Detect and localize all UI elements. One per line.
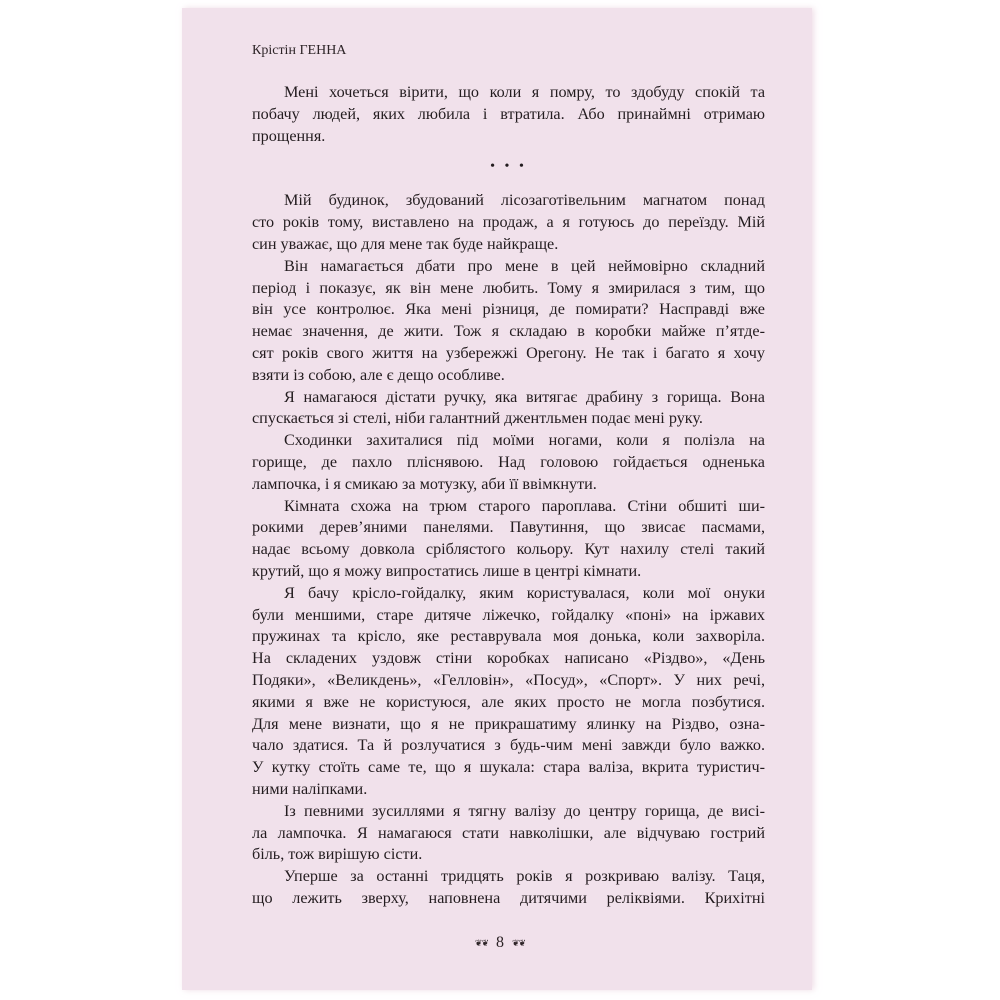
- text-line: взяти із собою, але є дещо особливе.: [252, 365, 505, 384]
- text-line: На складених уздовж стіни коробках написано «Різдво», «День: [252, 649, 765, 668]
- text-line: Уперше за останні тридцять років я розкриваю валізу. Таця,: [284, 867, 765, 886]
- text-line: надає всьому довкола сріблястого кольору. Кут нахилу стелі такий: [252, 540, 765, 559]
- text-line: ла лампочка. Я намагаюся стати навколішки, але відчуваю гострий: [252, 823, 765, 842]
- text-line: Я намагаюся дістати ручку, яка витягає драбину з горища. Вона: [284, 387, 765, 406]
- text-line: що лежить зверху, наповнена дитячими реліквіями. Крихітні: [252, 888, 765, 907]
- text-line: були меншими, старе дитяче ліжечко, гойдалку «поні» на іржавих: [252, 605, 765, 624]
- page-footer: [0, 934, 1000, 952]
- text-line: горище, де пахло пліснявою. Над головою гойдається одненька: [252, 452, 765, 471]
- text-line: лампочка, і я смикаю за мотузку, аби її ввімкнути.: [252, 474, 597, 493]
- text-line: він усе контролює. Яка мені різниця, де помирати? Насправді вже: [252, 300, 765, 319]
- text-line: Із певними зусиллями я тягну валізу до центру горища, де висі-: [284, 801, 765, 820]
- text-line: рокими дерев’яними панелями. Павутиння, що звисає пасмами,: [252, 518, 765, 537]
- text-line: немає значення, де жити. Тож я складаю в коробки майже п’ятде-: [252, 322, 765, 341]
- body-text: [252, 82, 765, 910]
- text-line: Мій будинок, збудований лісозаготівельним магнатом понад: [284, 191, 765, 210]
- paragraph: [252, 583, 765, 801]
- text-line: пружинах та крісло, яке реставрувала моя донька, коли захворіла.: [252, 627, 765, 646]
- text-line: Кімната схожа на трюм старого пароплава. Стіни обшиті ши-: [284, 496, 765, 515]
- text-line: крутий, що я можу випростатись лише в центрі кімнати.: [252, 561, 642, 580]
- text-line: якими я вже не користуюся, але яких просто не могла позбутися.: [252, 692, 765, 711]
- text-line: Для мене визнати, що я не прикрашатиму ялинку на Різдво, озна-: [252, 714, 765, 733]
- paragraph: [252, 801, 765, 866]
- text-line: Він намагається дбати про мене в цей неймовірно складний: [284, 256, 765, 275]
- text-line: прощення.: [252, 126, 326, 145]
- text-line: ними наліпками.: [252, 779, 368, 798]
- paragraph: [252, 430, 765, 495]
- paragraph: [252, 387, 765, 431]
- page-number: 8: [496, 934, 504, 951]
- text-line: Я бачу крісло-гойдалку, яким користувалася, коли мої онуки: [284, 583, 765, 602]
- text-line: сто років тому, виставлено на продаж, а я готуюсь до переїзду. Мій: [252, 213, 765, 232]
- paragraph: [252, 190, 765, 255]
- text-line: період і показує, як він мене любить. Тому я змирилася з тим, що: [252, 278, 765, 297]
- paragraph: [252, 256, 765, 387]
- text-line: сят років свого життя на узбережжі Орегону. Не так і багато я хочу: [252, 343, 765, 362]
- text-line: Сходинки захиталися під моїми ногами, коли я полізла на: [284, 431, 765, 450]
- text-line: спускається зі стелі, ніби галантний джентльмен подає мені руку.: [252, 409, 703, 428]
- ornament-icon: ❦❦: [512, 937, 526, 948]
- text-line: Мені хочеться вірити, що коли я помру, то здобуду спокій та: [284, 83, 765, 101]
- text-line: побачу людей, яких любила і втратила. Або принаймні отримаю: [252, 104, 765, 123]
- paragraph: [252, 82, 765, 147]
- paragraph: [252, 496, 765, 583]
- running-head: Крістін ГЕННА: [252, 43, 347, 58]
- text-line: У кутку стоїть саме те, що я шукала: стара валіза, вкрита туристич-: [252, 758, 765, 777]
- text-line: біль, тож вирішую сісти.: [252, 845, 423, 864]
- section-separator: • • •: [490, 159, 527, 175]
- paragraph: [252, 866, 765, 910]
- ornament-icon: ❦❦: [474, 937, 488, 948]
- text-line: чало здатися. Та й розлучатися з будь-чим мені завжди було важко.: [252, 736, 765, 755]
- text-line: Подяки», «Великдень», «Гелловін», «Посуд», «Спорт». У них речі,: [252, 670, 765, 689]
- text-line: син уважає, що для мене так буде найкраще.: [252, 234, 559, 253]
